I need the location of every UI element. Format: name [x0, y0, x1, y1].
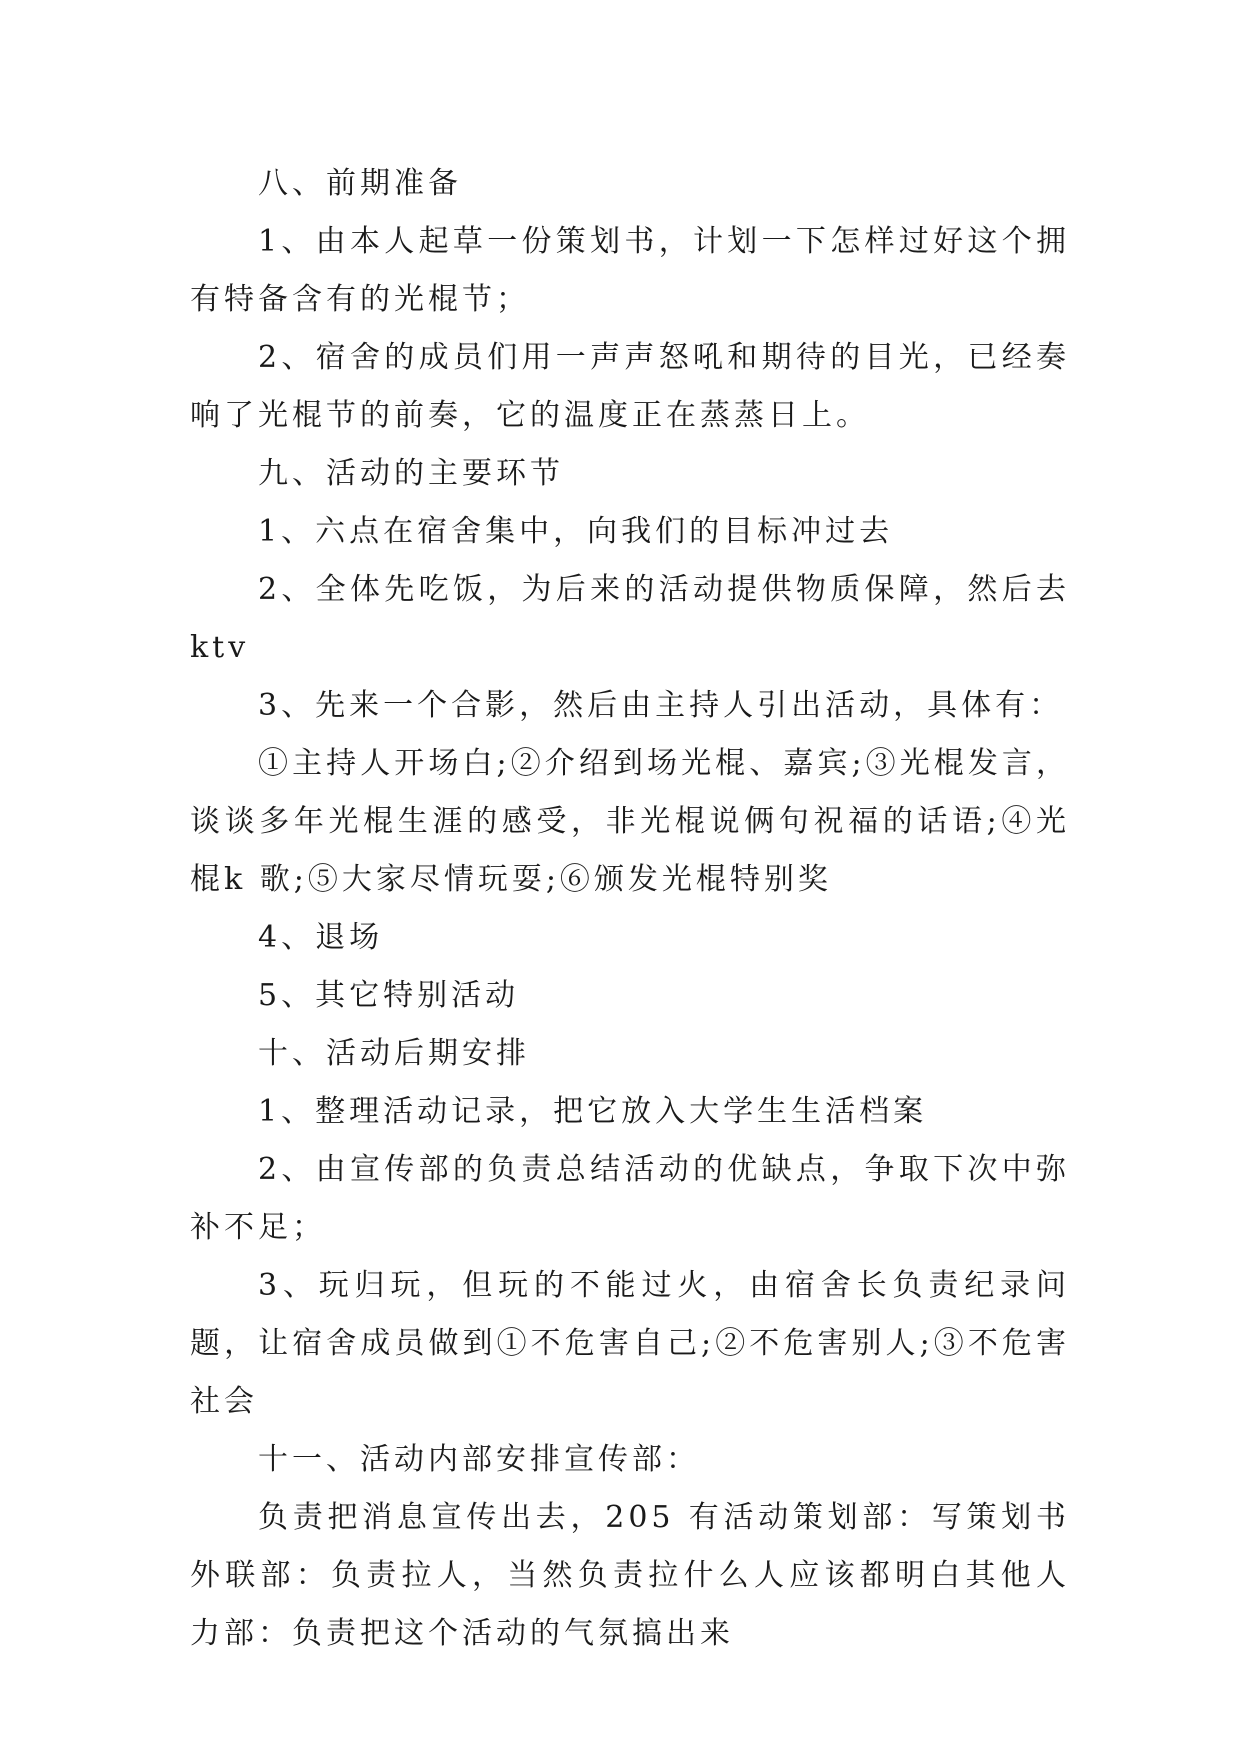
section-heading-11: 十一、活动内部安排宣传部： [258, 1442, 700, 1477]
paragraph: 2、全体先吃饭，为后来的活动提供物质保障，然后去 ktv [190, 572, 1070, 665]
paragraph: 4、退场 [258, 920, 384, 955]
paragraph: 2、宿舍的成员们用一声声怒吼和期待的目光，已经奏响了光棍节的前奏，它的温度正在蒸蒸日上。 [190, 340, 1070, 433]
section-heading-9: 九、活动的主要环节 [258, 456, 564, 491]
section-heading-10: 十、活动后期安排 [258, 1036, 530, 1071]
paragraph: 1、六点在宿舍集中，向我们的目标冲过去 [258, 514, 894, 549]
paragraph: ①主持人开场白;②介绍到场光棍、嘉宾;③光棍发言，谈谈多年光棍生涯的感受，非光棍说俩句祝福的话语;④光棍k 歌;⑤大家尽情玩耍;⑥颁发光棍特别奖 [190, 746, 1070, 897]
document-body [190, 155, 1070, 1663]
paragraph: 2、由宣传部的负责总结活动的优缺点，争取下次中弥补不足； [190, 1152, 1070, 1245]
paragraph: 3、先来一个合影，然后由主持人引出活动，具体有： [258, 688, 1064, 723]
section-heading-8: 八、前期准备 [258, 166, 462, 201]
paragraph: 负责把消息宣传出去，205 有活动策划部：写策划书外联部：负责拉人，当然负责拉什么人应该都明白其他人力部：负责把这个活动的气氛搞出来 [190, 1500, 1070, 1651]
paragraph: 1、由本人起草一份策划书，计划一下怎样过好这个拥有特备含有的光棍节； [190, 224, 1070, 317]
paragraph: 3、玩归玩，但玩的不能过火，由宿舍长负责纪录问题，让宿舍成员做到①不危害自己;②不危害别人;③不危害社会 [190, 1268, 1070, 1419]
paragraph: 5、其它特别活动 [258, 978, 520, 1013]
paragraph: 1、整理活动记录，把它放入大学生生活档案 [258, 1094, 928, 1129]
